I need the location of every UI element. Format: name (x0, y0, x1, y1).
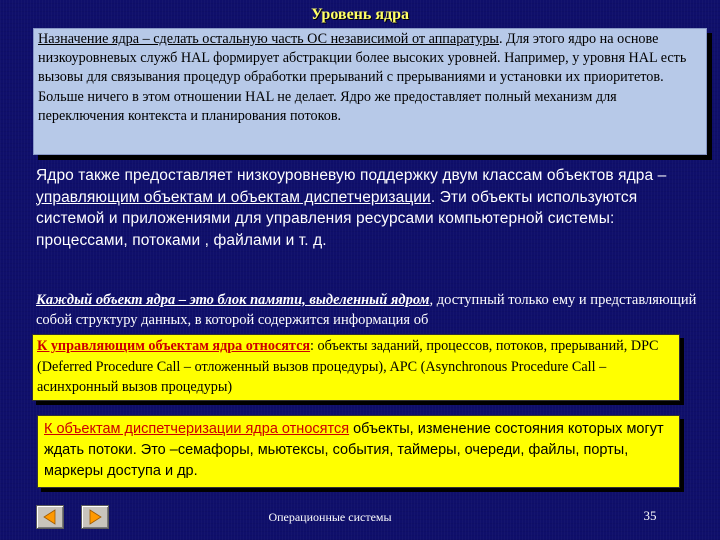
kernel-object-definition (36, 290, 716, 330)
next-slide-button[interactable] (81, 505, 109, 529)
footer-course-title: Операционные системы (268, 510, 392, 524)
kernel-support-post: . Эти объекты используются системой и приложениями для управления ресурсами компьютерной системы: процессами, потоками , файлами и т. д. (36, 188, 638, 249)
slide-title: Уровень ядра (311, 6, 409, 23)
control-objects-box (32, 334, 680, 401)
kernel-purpose-box (33, 28, 707, 155)
kernel-object-definition-text: , доступный только ему и представляющий собой структуру данных, в которой содержится информация об (36, 292, 697, 328)
triangle-left-icon (42, 509, 58, 525)
control-objects-lead: К управляющим объектам ядра относятся (37, 338, 311, 354)
previous-slide-button[interactable] (36, 505, 64, 529)
kernel-support-paragraph (36, 165, 710, 251)
kernel-object-definition-lead: Каждый объект ядра – это блок памяти, выделенный ядром (36, 292, 430, 308)
kernel-purpose-text: . Для этого ядро на основе низкоуровневых служб HAL формирует абстракции более высоких уровней. Например, у уровня HAL есть вызовы для связывания процедур обработки прерываний с прерываниями и установки их приоритетов. Больше ничего в этом отношении HAL не делает. Ядро же предоставляет полный механизм для переключения контекста и планирования потоков. (38, 31, 687, 124)
kernel-object-classes: управляющим объектам и объектам диспетчеризации (36, 188, 431, 206)
control-objects-text: : объекты заданий, процессов, потоков, прерываний, DPC (Deferred Procedure Call – отложенный вызов процедуры), APC (Asynchronous Procedure Call – асинхронный вызов процедуры) (37, 338, 659, 395)
dispatcher-objects-lead: К объектам диспетчеризации ядра относятся (44, 421, 350, 437)
slide-number: 35 (643, 508, 657, 523)
kernel-purpose-lead: Назначение ядра – сделать остальную часть ОС независимой от аппаратуры (38, 31, 499, 47)
triangle-right-icon (87, 509, 103, 525)
kernel-support-pre: Ядро также предоставляет низкоуровневую поддержку двум классам объектов ядра – (36, 167, 667, 184)
dispatcher-objects-box (37, 415, 680, 488)
dispatcher-objects-text: объекты, изменение состояния которых могут ждать потоки. Это –семафоры, мьютексы, события, таймеры, очереди, файлы, порты, маркеры доступа и др. (44, 421, 664, 479)
